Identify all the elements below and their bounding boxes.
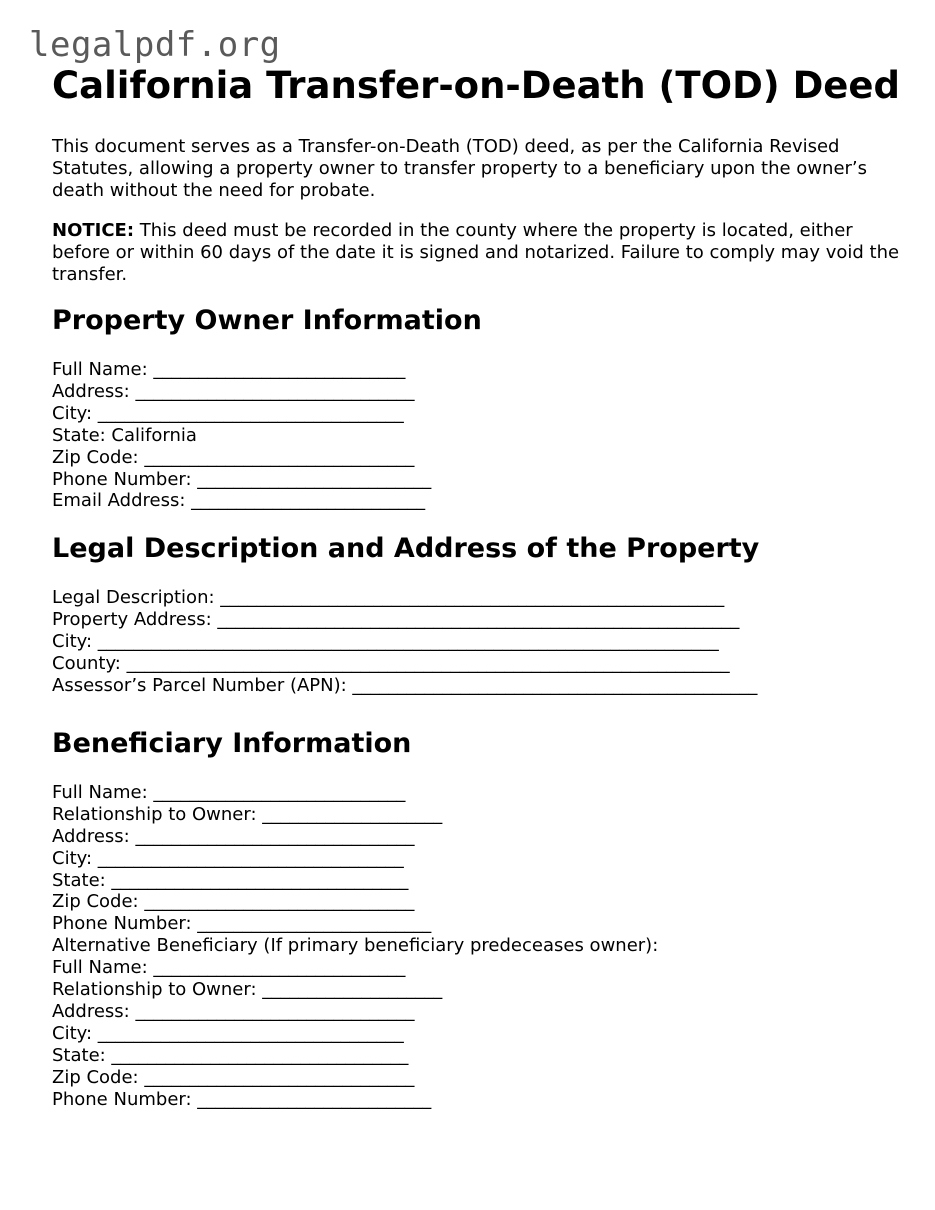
beneficiary-fields [52, 782, 902, 1111]
owner-email-field[interactable]: Email Address: __________________________ [52, 490, 426, 512]
beneficiary-zip-field[interactable]: Zip Code: ______________________________ [52, 891, 415, 913]
beneficiary-state-field[interactable]: State: _________________________________ [52, 869, 409, 891]
property-county-field[interactable]: County: ___________________________________________________________________ [52, 653, 730, 675]
alt-beneficiary-address-field[interactable]: Address: _______________________________ [52, 1000, 415, 1022]
beneficiary-address-field[interactable]: Address: _______________________________ [52, 825, 415, 847]
notice-label: NOTICE: [52, 220, 135, 241]
intro-paragraph: This document serves as a Transfer-on-Death (TOD) deed, as per the California Revised Statutes, allowing a property owner to transfer property to a beneficiary upon the owner’s death without the need for probate. [52, 136, 868, 201]
alternative-beneficiary-label: Alternative Beneficiary (If primary beneficiary predeceases owner): [52, 935, 659, 957]
document-title: California Transfer-on-Death (TOD) Deed [52, 64, 900, 107]
beneficiary-phone-field[interactable]: Phone Number: __________________________ [52, 913, 432, 935]
property-city-field[interactable]: City: _____________________________________________________________________ [52, 631, 719, 653]
property-address-field[interactable]: Property Address: __________________________________________________________ [52, 609, 740, 631]
owner-section-heading: Property Owner Information [52, 305, 482, 336]
owner-phone-field[interactable]: Phone Number: __________________________ [52, 468, 432, 490]
alt-beneficiary-full-name-field[interactable]: Full Name: ____________________________ [52, 957, 406, 979]
alt-beneficiary-zip-field[interactable]: Zip Code: ______________________________ [52, 1066, 415, 1088]
apn-field[interactable]: Assessor’s Parcel Number (APN): _____________________________________________ [52, 674, 758, 696]
notice-text: This deed must be recorded in the county where the property is located, either before or within 60 days of the date it is signed and notarized. Failure to comply may void the transfer. [52, 220, 900, 285]
document-body [52, 64, 902, 1110]
beneficiary-full-name-field[interactable]: Full Name: ____________________________ [52, 781, 406, 803]
alt-beneficiary-city-field[interactable]: City: __________________________________ [52, 1022, 404, 1044]
alt-beneficiary-phone-field[interactable]: Phone Number: __________________________ [52, 1088, 432, 1110]
owner-city-field[interactable]: City: __________________________________ [52, 402, 404, 424]
beneficiary-relationship-field[interactable]: Relationship to Owner: ____________________ [52, 803, 443, 825]
alt-beneficiary-state-field[interactable]: State: _________________________________ [52, 1044, 409, 1066]
watermark: legalpdf.org [29, 25, 281, 65]
beneficiary-section-heading: Beneficiary Information [52, 727, 412, 759]
alt-beneficiary-relationship-field[interactable]: Relationship to Owner: ____________________ [52, 979, 443, 1001]
property-section-heading: Legal Description and Address of the Property [52, 533, 760, 565]
legal-description-field[interactable]: Legal Description: ________________________________________________________ [52, 587, 725, 609]
owner-fields [52, 359, 902, 512]
owner-address-field[interactable]: Address: _______________________________ [52, 380, 415, 402]
owner-full-name-field[interactable]: Full Name: ____________________________ [52, 359, 406, 380]
beneficiary-city-field[interactable]: City: __________________________________ [52, 847, 404, 869]
owner-zip-field[interactable]: Zip Code: ______________________________ [52, 446, 415, 468]
owner-state-field: State: California [52, 424, 197, 446]
notice-paragraph [52, 220, 902, 286]
property-fields [52, 587, 902, 697]
